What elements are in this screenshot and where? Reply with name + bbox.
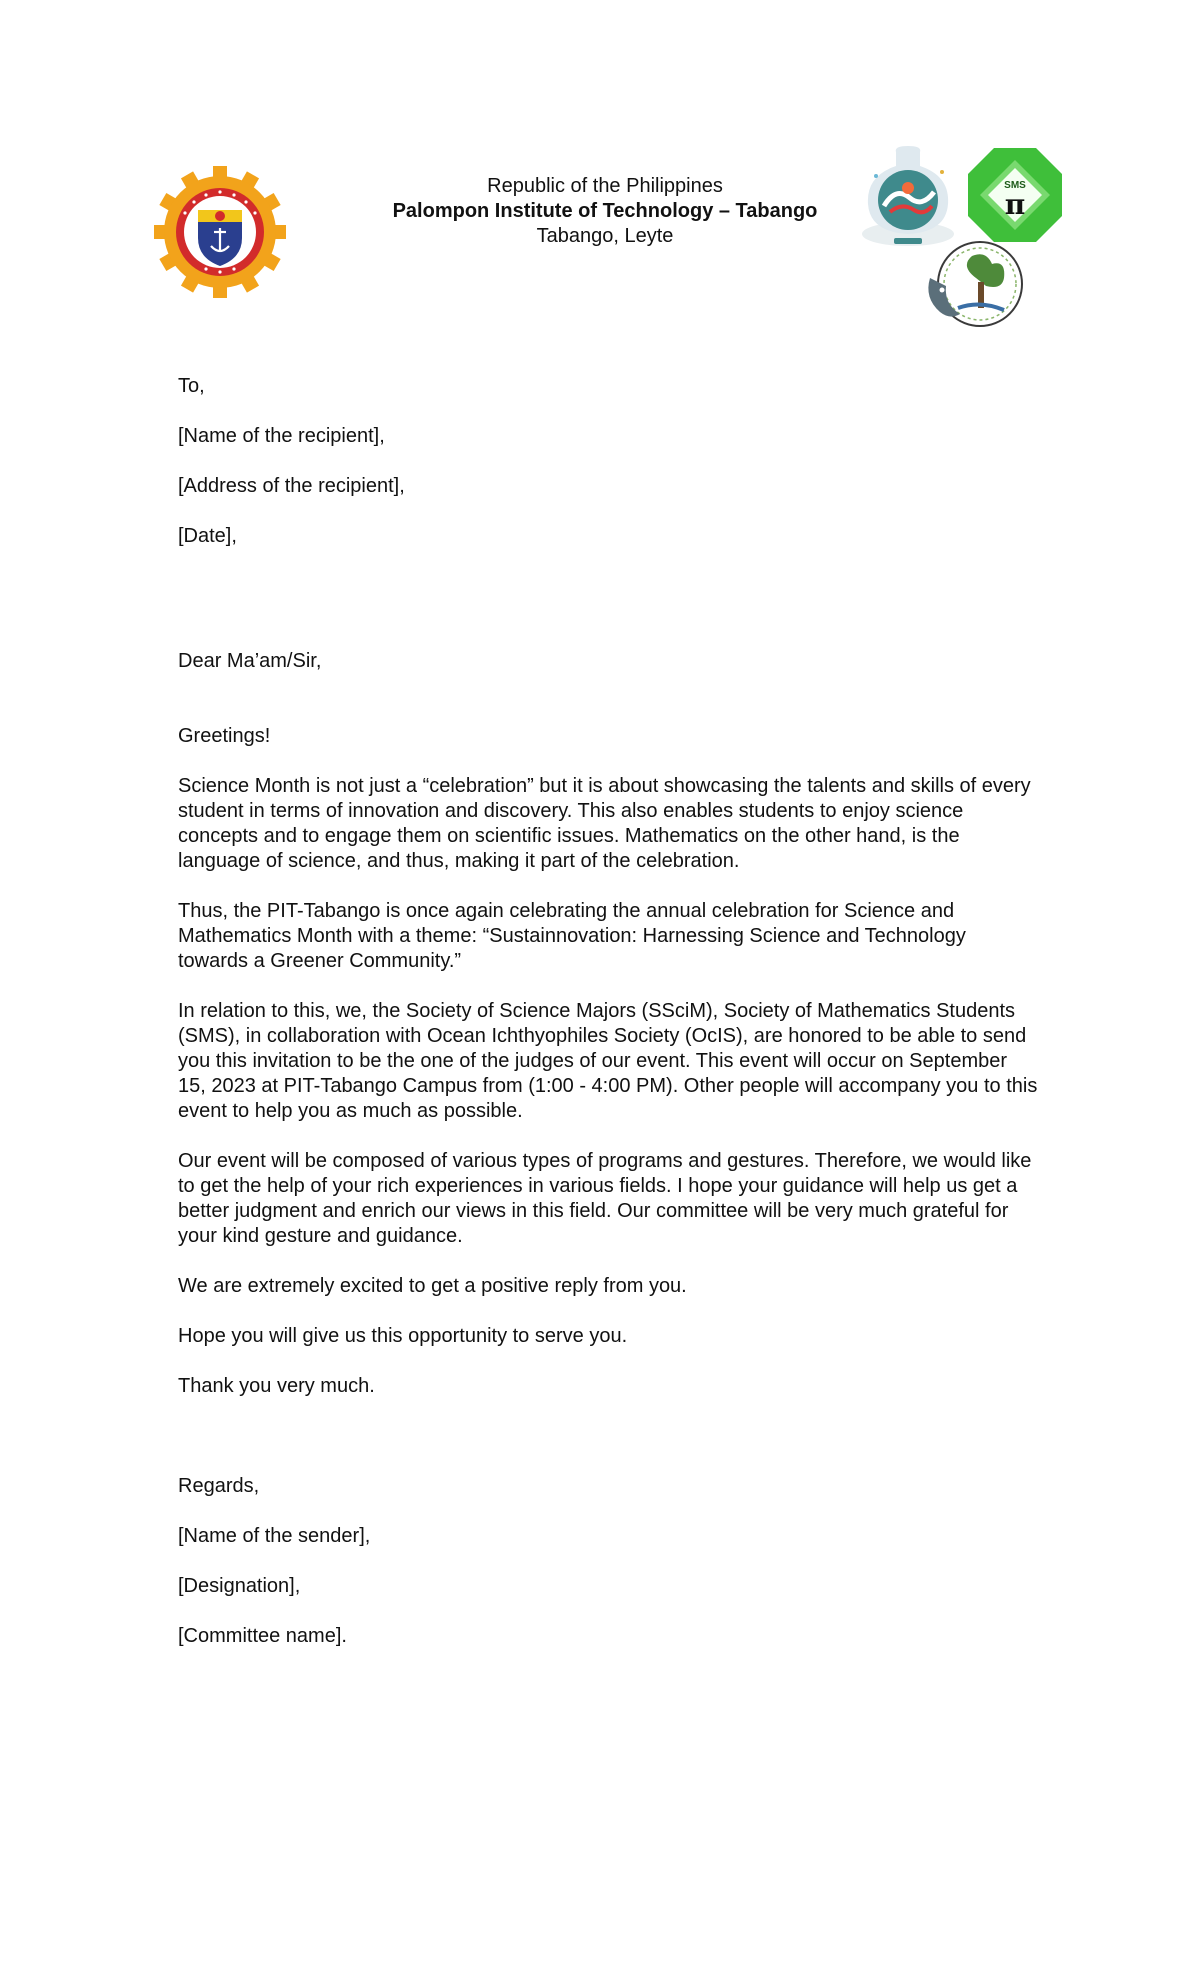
recipient-address: [Address of the recipient], xyxy=(178,475,405,497)
greeting: Greetings! xyxy=(178,725,271,747)
letter-date: [Date], xyxy=(178,525,237,547)
committee-name: [Committee name]. xyxy=(178,1625,347,1647)
paragraph-3: In relation to this, we, the Society of Science Majors (SSciM), Society of Mathematics Students (SMS), in collaboration with Ocean Ichthyophiles Society (OcIS), are honored to be able to send you this invitation to be the one of the judges of our event. This event will occur on September 15, 2023 at PIT-Tabango Campus from (1:00 - 4:00 PM). Other people will accompany you to this event to help you as much as possible. xyxy=(178,1000,1038,1122)
spacer xyxy=(178,699,1038,724)
institution-seal-icon xyxy=(154,166,286,298)
paragraph-5: We are extremely excited to get a positive reply from you. xyxy=(178,1275,687,1297)
recipient-name: [Name of the recipient], xyxy=(178,425,385,447)
spacer xyxy=(178,574,1038,649)
paragraph-4: Our event will be composed of various types of programs and gestures. Therefore, we would like to get the help of your rich experiences in various fields. I hope your guidance will help us get a better judgment and enrich our views in this field. Our committee will be very much grateful for your kind gesture and guidance. xyxy=(178,1150,1032,1247)
header-location: Tabango, Leyte xyxy=(536,225,674,247)
paragraph-6: Hope you will give us this opportunity to serve you. xyxy=(178,1325,628,1347)
letter-body xyxy=(178,374,1038,1674)
sender-name: [Name of the sender], xyxy=(178,1525,371,1547)
svg-text:SMS: SMS xyxy=(1004,180,1026,191)
spacer xyxy=(178,1424,1038,1474)
closing: Regards, xyxy=(178,1475,260,1497)
letterhead xyxy=(360,174,850,249)
paragraph-7: Thank you very much. xyxy=(178,1375,375,1397)
header-institution: Palompon Institute of Technology – Tabango xyxy=(392,200,818,222)
paragraph-1: Science Month is not just a “celebration” but it is about showcasing the talents and skills of every student in terms of innovation and discovery. This also enables students to enjoy science concepts and to engage them on scientific issues. Mathematics on the other hand, is the language of science, and thus, making it part of the celebration. xyxy=(178,775,1031,872)
header-republic: Republic of the Philippines xyxy=(487,175,723,197)
sms-pi-logo-icon xyxy=(966,146,1064,244)
salutation-to: To, xyxy=(178,375,205,397)
ocis-logo-icon xyxy=(920,238,1028,330)
paragraph-2: Thus, the PIT-Tabango is once again celebrating the annual celebration for Science and Mathematics Month with a theme: “Sustainnovation: Harnessing Science and Technology towards a Greener Community.” xyxy=(178,900,966,972)
sender-designation: [Designation], xyxy=(178,1575,301,1597)
dear-line: Dear Ma’am/Sir, xyxy=(178,650,322,672)
svg-text:π: π xyxy=(1004,188,1026,221)
